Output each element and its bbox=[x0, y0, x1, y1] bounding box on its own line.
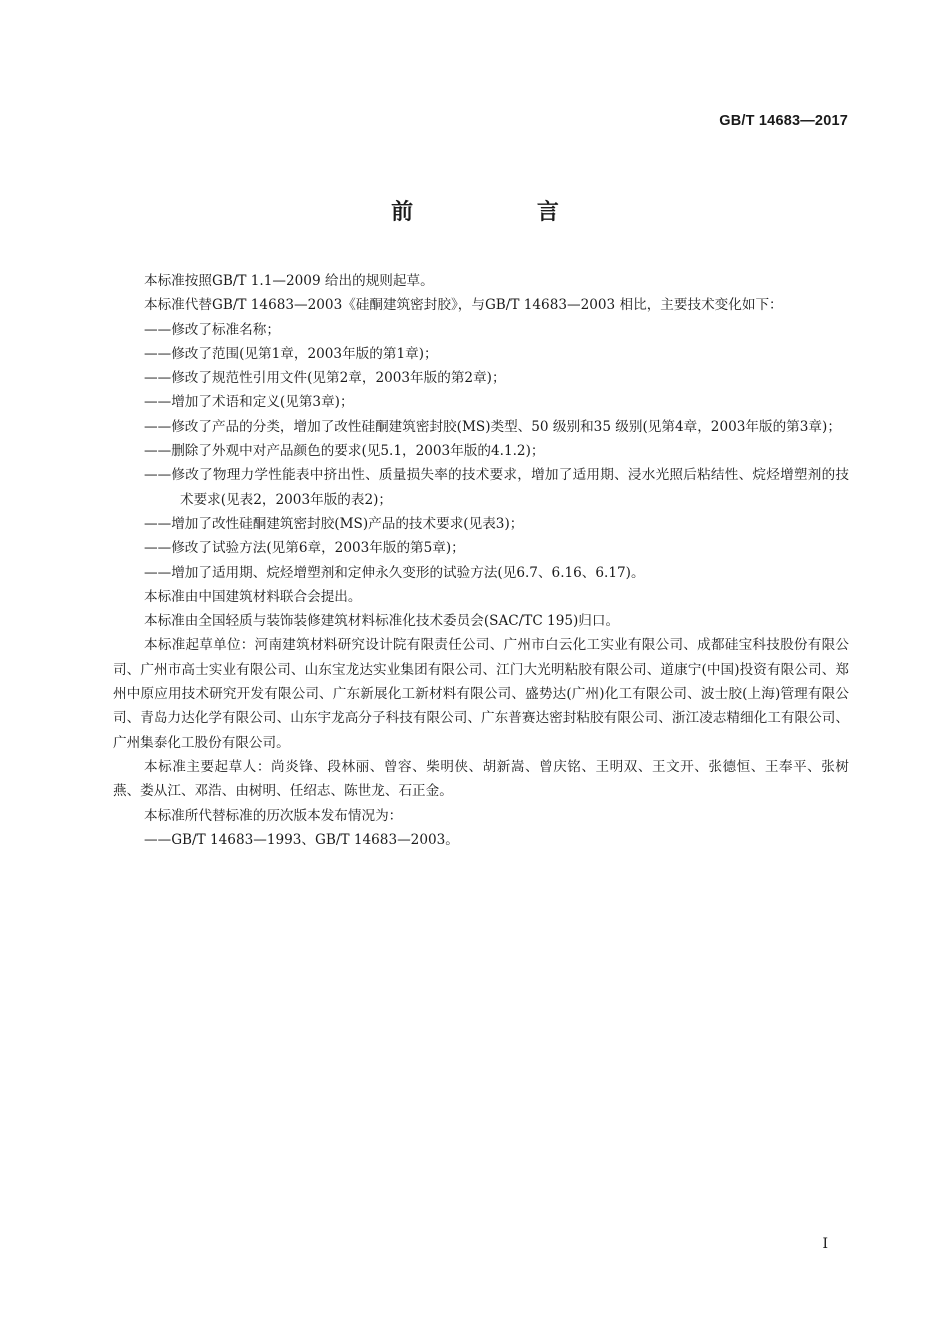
paragraph: 本标准代替GB/T 14683—2003《硅酮建筑密封胶》，与GB/T 14683—2003 相比，主要技术变化如下： bbox=[144, 297, 783, 314]
foreword-body bbox=[113, 269, 849, 852]
list-item: ——增加了术语和定义(见第3章)； bbox=[144, 394, 354, 411]
list-item: ——增加了改性硅酮建筑密封胶(MS)产品的技术要求(见表3)； bbox=[144, 515, 524, 532]
list-item: ——修改了试验方法(见第6章，2003年版的第5章)； bbox=[144, 540, 465, 557]
list-item: ——删除了外观中对产品颜色的要求(见5.1，2003年版的4.1.2)； bbox=[144, 443, 545, 460]
list-item: ——修改了范围(见第1章，2003年版的第1章)； bbox=[144, 345, 438, 362]
drafting-units-paragraph: 本标准起草单位：河南建筑材料研究设计院有限责任公司、广州市白云化工实业有限公司、成都硅宝科技股份有限公司、广州市高士实业有限公司、山东宝龙达实业集团有限公司、江门大光明粘胶有限公司、道康宁(中国)投资有限公司、郑州中原应用技术研究开发有限公司、广东新展化工新材料有限公司、盛势达(广州)化工有限公司、波士胶(上海)管理有限公司、青岛力达化学有限公司、山东宇龙高分子科技有限公司、广东普赛达密封粘胶有限公司、浙江凌志精细化工有限公司、广州集泰化工股份有限公司。 bbox=[113, 637, 849, 751]
list-item: ——增加了适用期、烷烃增塑剂和定伸永久变形的试验方法(见6.7、6.16、6.17)。 bbox=[144, 564, 645, 581]
list-item: ——修改了产品的分类，增加了改性硅酮建筑密封胶(MS)类型、50 级别和35 级别(见第4章，2003年版的第3章)； bbox=[144, 418, 841, 435]
paragraph: 本标准由全国轻质与装饰装修建筑材料标准化技术委员会(SAC/TC 195)归口。 bbox=[144, 613, 620, 630]
history-list bbox=[113, 828, 849, 852]
list-item: ——修改了标准名称； bbox=[144, 321, 280, 338]
changes-list bbox=[113, 318, 849, 585]
list-item: ——GB/T 14683—1993、GB/T 14683—2003。 bbox=[144, 831, 459, 848]
standard-code: GB/T 14683—2017 bbox=[719, 113, 848, 129]
paragraph: 本标准按照GB/T 1.1—2009 给出的规则起草。 bbox=[144, 273, 434, 289]
page-number: I bbox=[822, 1236, 828, 1252]
list-item: ——修改了规范性引用文件(见第2章，2003年版的第2章)； bbox=[144, 370, 506, 387]
page-title: 前 言 bbox=[391, 200, 617, 225]
drafters-paragraph: 本标准主要起草人：尚炎锋、段林丽、曾容、柴明侠、胡新嵩、曾庆铭、王明双、王文开、张德恒、王奉平、张树燕、娄从江、邓浩、由树明、任绍志、陈世龙、石正金。 bbox=[113, 758, 849, 800]
paragraph: 本标准由中国建筑材料联合会提出。 bbox=[144, 588, 362, 605]
list-item: ——修改了物理力学性能表中挤出性、质量损失率的技术要求，增加了适用期、浸水光照后粘结性、烷烃增塑剂的技术要求(见表2，2003年版的表2)； bbox=[144, 467, 849, 508]
paragraph: 本标准所代替标准的历次版本发布情况为： bbox=[144, 807, 403, 824]
